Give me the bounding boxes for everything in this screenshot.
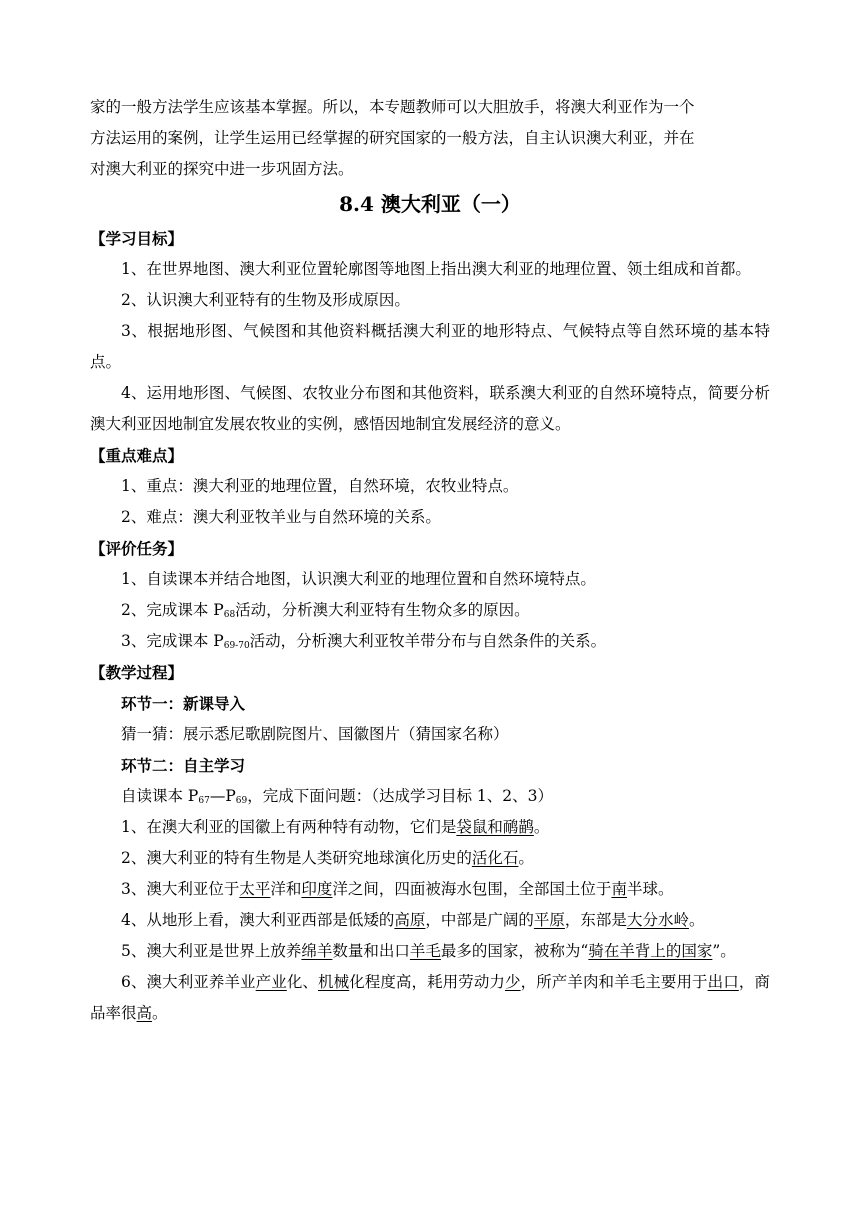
q5-answer-2: 羊毛 [409, 942, 441, 960]
reading-pre: 自读课本 P [121, 787, 199, 805]
goals-heading: 【学习目标】 [90, 229, 184, 248]
q6-answer-5: 高 [136, 1004, 153, 1022]
question-2 [90, 843, 770, 874]
key-point-item-1: 1、重点：澳大利亚的地理位置，自然环境，农牧业特点。 [121, 477, 519, 495]
q3-answer-3: 南 [611, 880, 627, 898]
intro-line-2: 方法运用的案例，让学生运用已经掌握的研究国家的一般方法，自主认识澳大利亚，并在 [90, 129, 695, 147]
document-page [90, 92, 770, 1029]
q4-text: 4、从地形上看，澳大利亚西部是低矮的 [121, 911, 395, 929]
q4-answer-1: 高原 [394, 911, 426, 929]
process-heading: 【教学过程】 [90, 663, 184, 682]
reading-page-start: 67 [198, 796, 210, 806]
q4-end: 。 [688, 911, 705, 929]
q2-answer: 活化石 [471, 849, 519, 867]
reading-page-end: 69 [235, 796, 248, 806]
question-6 [90, 967, 770, 1029]
question-5 [90, 936, 770, 967]
q6-text-5: ，商品率很 [90, 973, 770, 1022]
intro-line-1: 家的一般方法学生应该基本掌握。所以，本专题教师可以大胆放手，将澳大利亚作为一个 [90, 98, 695, 116]
q3-text: 3、澳大利亚位于 [121, 880, 240, 898]
key-points-heading: 【重点难点】 [90, 446, 184, 465]
goal-item-4: 4、运用地形图、气候图、农牧业分布图和其他资料，联系澳大利亚的自然环境特点，简要分析澳大利亚因地制宜发展农牧业的实例，感悟因地制宜发展经济的意义。 [90, 384, 770, 433]
q5-answer-1: 绵羊 [301, 942, 333, 960]
q5-text: 5、澳大利亚是世界上放养 [121, 942, 302, 960]
evaluation-item-2-post: 活动，分析澳大利亚特有生物众多的原因。 [235, 601, 530, 619]
q3-end: 半球。 [626, 880, 674, 898]
evaluation-item-3 [90, 626, 770, 657]
q5-end: ”。 [712, 942, 736, 960]
q6-answer-3: 少 [505, 973, 521, 991]
q6-text-2: 化、 [286, 973, 318, 991]
step1-title: 环节一：新课导入 [121, 694, 246, 713]
q1-end: 。 [533, 818, 550, 836]
reading-mid: —P [209, 787, 236, 805]
question-3 [90, 874, 770, 905]
q4-text-3: ，东部是 [564, 911, 627, 929]
q3-answer-2: 印度 [301, 880, 333, 898]
q3-text-2: 洋和 [270, 880, 302, 898]
goal-item-2: 2、认识澳大利亚特有的生物及形成原因。 [121, 291, 410, 309]
q6-text-3: 化程度高，耗用劳动力 [349, 973, 506, 991]
q1-answer: 袋鼠和鸸鹋 [456, 818, 534, 836]
reading-instruction [90, 781, 770, 812]
q6-answer-4: 出口 [707, 973, 739, 991]
q3-answer-1: 太平 [239, 880, 271, 898]
q4-answer-3: 大分水岭 [626, 911, 689, 929]
q5-text-3: 最多的国家，被称为“ [440, 942, 589, 960]
intro-line-3: 对澳大利亚的探究中进一步巩固方法。 [90, 160, 354, 178]
evaluation-item-3-page: 69-70 [223, 641, 250, 651]
question-4 [90, 905, 770, 936]
q2-text: 2、澳大利亚的特有生物是人类研究地球演化历史的 [121, 849, 472, 867]
evaluation-item-3-pre: 3、完成课本 P [121, 632, 224, 650]
q4-answer-2: 平原 [533, 911, 565, 929]
step2-title: 环节二：自主学习 [121, 756, 246, 775]
evaluation-item-2-page: 68 [223, 610, 236, 620]
q4-text-2: ，中部是广阔的 [425, 911, 534, 929]
key-point-item-2: 2、难点：澳大利亚牧羊业与自然环境的关系。 [121, 508, 441, 526]
q3-text-3: 洋之间，四面被海水包围，全部国土位于 [332, 880, 612, 898]
reading-post: ，完成下面问题：（达成学习目标 1、2、3） [247, 787, 553, 805]
evaluation-item-2-pre: 2、完成课本 P [121, 601, 224, 619]
goal-item-3: 3、根据地形图、气候图和其他资料概括澳大利亚的地形特点、气候特点等自然环境的基本特点。 [90, 322, 770, 371]
q6-answer-1: 产业 [255, 973, 287, 991]
evaluation-item-3-post: 活动，分析澳大利亚牧羊带分布与自然条件的关系。 [249, 632, 607, 650]
q6-text-4: ，所产羊肉和羊毛主要用于 [520, 973, 708, 991]
lesson-title: 8.4 澳大利亚（一） [339, 192, 521, 216]
question-1 [90, 812, 770, 843]
q2-end: 。 [518, 849, 534, 867]
q6-answer-2: 机械 [317, 973, 350, 991]
evaluation-heading: 【评价任务】 [90, 539, 184, 558]
evaluation-item-1: 1、自读课本并结合地图，认识澳大利亚的地理位置和自然环境特点。 [121, 570, 596, 588]
q6-text: 6、澳大利亚养羊业 [121, 973, 256, 991]
q5-answer-3: 骑在羊背上的国家 [588, 942, 713, 960]
step1-text: 猜一猜：展示悉尼歌剧院图片、国徽图片（猜国家名称） [121, 725, 509, 743]
q6-end: 。 [152, 1004, 168, 1022]
q1-text: 1、在澳大利亚的国徽上有两种特有动物，它们是 [121, 818, 457, 836]
goal-item-1: 1、在世界地图、澳大利亚位置轮廓图等地图上指出澳大利亚的地理位置、领土组成和首都。 [121, 260, 751, 278]
evaluation-item-2 [90, 595, 770, 626]
q5-text-2: 数量和出口 [332, 942, 410, 960]
